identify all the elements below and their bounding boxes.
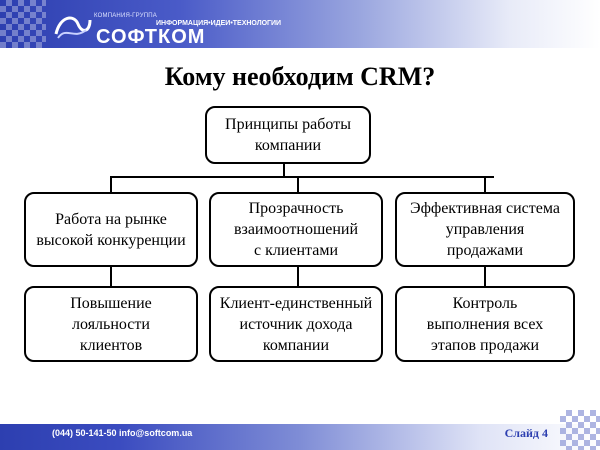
diagram-node-col2-level1 (209, 192, 383, 267)
connector-root-down (283, 163, 285, 177)
footer-pattern (560, 410, 600, 450)
node-label: Контроль выполнения всех этапов продажи (426, 294, 544, 354)
header-pattern (0, 0, 46, 48)
logo-swirl-icon (52, 12, 92, 42)
node-label: Повышение лояльности клиентов (70, 294, 152, 354)
node-label: Эффективная система управления продажами (410, 200, 560, 259)
connector-col2-level2 (297, 266, 299, 287)
diagram-node-col3-level2 (395, 286, 575, 362)
root-node-label: Принципы работы компании (225, 116, 351, 154)
logo-brand-text: СОФТКОМ (96, 26, 206, 48)
softcom-logo (52, 8, 282, 48)
diagram-node-col2-level2 (209, 286, 383, 362)
connector-col1-level2 (110, 266, 112, 287)
connector-col3-down (484, 176, 486, 193)
connector-col3-level2 (484, 266, 486, 287)
slide-title: Кому необходим CRM? (164, 62, 436, 91)
node-label: Прозрачность взаимоотношений с клиентами (233, 200, 359, 259)
connector-col2-down (297, 176, 299, 193)
logo-tagline: КОМПАНИЯ-ГРУППА (94, 13, 157, 19)
slide-number: Слайд 4 (504, 426, 548, 440)
connector-col1-down (110, 176, 112, 193)
diagram-node-col1-level1 (24, 192, 198, 267)
diagram-root-node (205, 106, 371, 164)
node-label: Работа на рынке высокой конкуренции (36, 210, 186, 249)
node-label: Клиент-единственный источник дохода компании (219, 294, 373, 354)
diagram-node-col3-level1 (395, 192, 575, 267)
logo-slogan: ИНФОРМАЦИЯ•ИДЕИ•ТЕХНОЛОГИИ (156, 20, 282, 27)
diagram-node-col1-level2 (24, 286, 198, 362)
connector-horizontal (110, 176, 494, 178)
footer-contact: (044) 50-141-50 info@softcom.ua (52, 428, 193, 438)
